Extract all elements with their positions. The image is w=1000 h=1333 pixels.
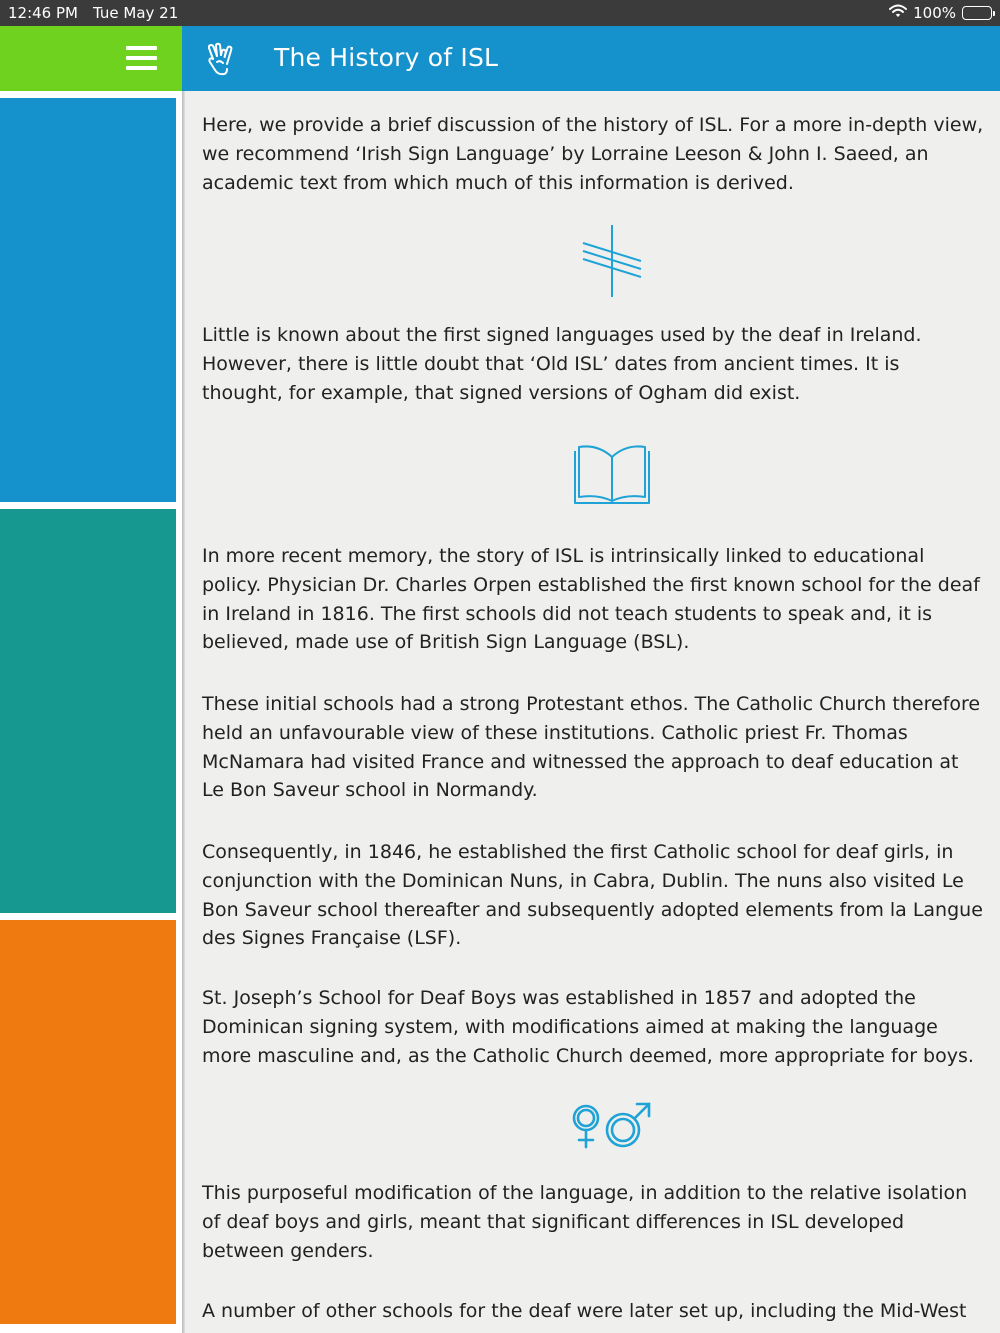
wifi-icon	[889, 4, 907, 22]
ogham-icon	[579, 223, 643, 299]
sidebar-tile-teal[interactable]	[0, 509, 176, 913]
sign-hand-icon	[206, 42, 236, 76]
hamburger-menu-icon[interactable]	[126, 46, 157, 70]
status-date: Tue May 21	[93, 4, 179, 22]
sidebar-tile-orange[interactable]	[0, 920, 176, 1324]
status-time: 12:46 PM	[8, 4, 78, 22]
paragraph: In more recent memory, the story of ISL is intrinsically linked to educational policy. Physician Dr. Charles Orpen established the first known school for the deaf in Ireland in 1816. The first schools did not teach students to speak and, it is believed, made use of British Sign Language (BSL).	[202, 545, 980, 654]
paragraph: A number of other schools for the deaf were later set up, including the Mid-West	[202, 1300, 967, 1322]
open-book-icon	[573, 443, 651, 505]
paragraph: These initial schools had a strong Protestant ethos. The Catholic Church therefore held an unfavourable view of these institutions. Catholic priest Fr. Thomas McNamara had visited France and witnessed the approach to deaf education at Le Bon Saveur school in Normandy.	[202, 693, 981, 802]
paragraph: Little is known about the first signed languages used by the deaf in Ireland. However, there is little doubt that ‘Old ISL’ dates from ancient times. It is thought, for example, that signed versions of Ogham did exist.	[202, 324, 922, 404]
header-bar	[182, 26, 1000, 91]
battery-icon	[962, 6, 992, 20]
article-content[interactable]	[185, 91, 1000, 1333]
menu-tile[interactable]	[0, 26, 182, 91]
paragraph: St. Joseph’s School for Deaf Boys was established in 1857 and adopted the Dominican signing system, with modifications aimed at making the language more masculine and, as the Catholic Church deemed, more appropriate for boys.	[202, 987, 974, 1067]
sidebar-tile-blue[interactable]	[0, 98, 176, 502]
paragraph: Here, we provide a brief discussion of the history of ISL. For a more in-depth view, we recommend ‘Irish Sign Language’ by Lorraine Leeson & John I. Saeed, an academic text from which much of this information is derived.	[202, 114, 984, 194]
battery-percent: 100%	[913, 4, 956, 22]
paragraph: This purposeful modification of the language, in addition to the relative isolation of deaf boys and girls, meant that significant differences in ISL developed between genders.	[202, 1182, 968, 1262]
paragraph: Consequently, in 1846, he established the first Catholic school for deaf girls, in conjunction with the Dominican Nuns, in Cabra, Dublin. The nuns also visited Le Bon Saveur school thereafter and subsequently adopted elements from la Langue des Signes Française (LSF).	[202, 841, 983, 950]
gender-symbols-icon	[571, 1101, 653, 1151]
status-right	[889, 3, 992, 23]
status-bar	[0, 0, 1000, 26]
page-title: The History of ISL	[274, 43, 499, 72]
